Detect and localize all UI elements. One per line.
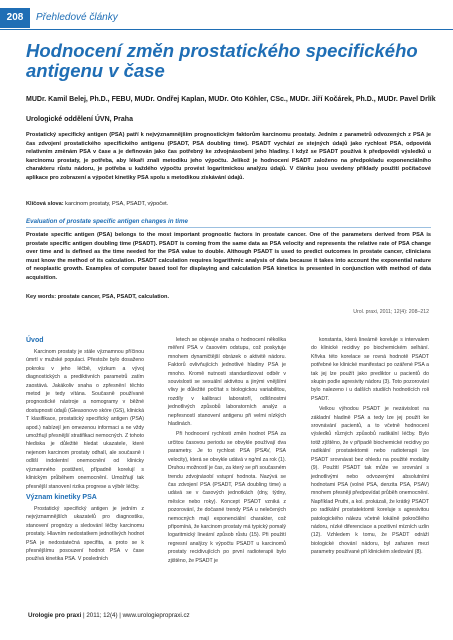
header-divider xyxy=(0,29,453,30)
body-paragraph: konstanta, která lineárně koreluje s intervalem do klinické recidivy po biochemickém selhání. Křivka této korelace se rovná hodnotě PSADT potřebné ke klinické manifestaci po ozářené PSA a tak jej lze použít jako prediktor u pacientů do skupin podle agresivity nádoru (3). Toto pozorování bylo nalezeno i u dalších studiích hodnotících roli PSADT. xyxy=(311,337,429,402)
body-paragraph: Při hodnocení rychlosti změn hodnot PSA za určitou časovou periodu se obvykle používají dva parametry. Je to rychlost PSA (PSAV, PSA velocity), která se obvykle udává v ng/ml za rok (1). Druhou možností je čas, za který se při současném trendu zdvojnásobí vstupní hodnota. Nazývá se čas zdvojení PSA (PSADT, PSA doubling time) a udává se v časových jednotkách (dny, týdny, měsíce nebo roky). Koncept PSADT vzniká z pozorování, že dočasné trendy PSA u nelečených nemocných mají exponenciální charakter, což připomíná, že karcinom prostaty má typický pomalý logaritmický lineární způsob růstu (15). Při použití regresní analýzy k výpočtu PSADT u karcinomů prostaty recidivujících po první radioterapii bylo zjištěno, že PSADT je xyxy=(168,431,286,564)
authors: MUDr. Kamil Belej, Ph.D., FEBU, MUDr. Ondřej Kaplan, MUDr. Oto Köhler, CSc., MUDr. Jiří Kočárek, Ph.D., MUDr. Pavel Drlík xyxy=(26,96,436,103)
abstract-english: Prostate specific antigen (PSA) belongs to the most important prognostic factors in prostate cancer. One of the parameters derived from PSA is prostate specific antigen doubling time (PSADT). PSADT is coming from the same data as PSA velocity and represents the relative rate of PSA change over time and is defined as the time needed for the PSA value to double. Although PSADT is used to predict outcomes in prostate cancer, clinicians must know the method of its calculation. PSADT calculation requires logarithmic analysis of data because it takes into account the exponential nature of neoplastic growth. Examples of computer based tool for displaying and calculation PSA kinetics is presented in conjunction with method of data acquisition. xyxy=(26,232,431,281)
page-header xyxy=(0,8,453,28)
article-title: Hodnocení změn prostatického specifického antigenu v čase xyxy=(26,40,418,81)
english-divider xyxy=(26,227,431,228)
kinetics-heading: Význam kinetiky PSA xyxy=(26,493,97,501)
department: Urologické oddělení ÚVN, Praha xyxy=(26,116,133,123)
citation: Urol. praxi, 2011; 12(4): 208–212 xyxy=(353,309,429,315)
kinetics-paragraph: Prostatický specifický antigen je jedním z nejvýznamnějších ukazatelů pro diagnostiku, stanovení prognózy a sledování léčby karcinomu prostaty. Hlavním nedostatkem jednotlivých hodnot PSA je nedostatečná specifita, a proto se k přesnějšímu posouzení hodnot PSA v čase používá kinetika PSA. V posledních xyxy=(26,505,144,563)
page-footer xyxy=(28,611,190,621)
body-paragraph: letech se objevuje snaha o hodnocení několika měření PSA v časovém odstupu, což poskytuje mnohem dynamičtější obrázek o aktivitě nádoru. Faktorů ovlivňujících jednotlivé hladiny PSA je mnoho. Kromě nutnosti standardizovat odběr v souvislosti se sexuální aktivitou a jinými vnějšími vlivy je důležité počítat s biologickou variabilitou, rozdíly v kalibraci laboratoří, odlišnostmi jednotlivých způsobů laboratorních analýz a nepřesností stanovení antigenu při velmi nízkých hladinách. xyxy=(168,337,286,428)
column-3 xyxy=(311,336,429,559)
page-number: 208 xyxy=(0,8,30,28)
journal-name: Urologie pro praxi xyxy=(28,612,82,619)
issue-info: | 2011; 12(4) | www.urologiepropraxi.cz xyxy=(83,612,190,619)
intro-heading: Úvod xyxy=(26,337,44,344)
intro-paragraph: Karcinom prostaty je stále významnou příčinou úmrtí v mužské populaci. Přestože bylo dosaženo pokroku v jeho léčbě, výzkum a vývoj diagnostických a prediktivních parametrů zatím zaostává. Jakákoliv snaha o zpřesnění těchto metod je tedy vítána. Současně používané prognostické nástroje a nomogramy v běžné dostupnosti údajů (Gleasonovo skóre (GS), klinická T klasifikace, prostatický specifický antigen (PSA) apod.) nabízejí jen omezenou informaci a ne vždy umožňují přesnější stratifikaci nemocných. Z tohoto hlediska je důležité hledat ukazatele, které nejenom karcinom prostaty odhalí, ale současně i odliší indolentní onemocnění od klinicky významného postižení, případně korelují s klinickým průběhem onemocnění. Umožňují tak přesnější stanovení rizika progrese a výběr léčby. xyxy=(26,349,144,490)
column-1 xyxy=(26,336,144,566)
section-name: Přehledové články xyxy=(36,12,118,23)
keywords-english: Key words: prostate cancer, PSA, PSADT, calculation. xyxy=(26,294,169,300)
keywords-label: Klíčová slova: xyxy=(26,201,64,207)
body-paragraph: Velkou výhodou PSADT je nezávislost na základní hladině PSA a tedy lze jej použít ke srovnávání pacientů, a to včetně hodnocení výsledků různých způsobů radikální léčby. Bylo totiž zjištěno, že v případě biochemické recidivy po radikální prostatektomii nebo radioterapii lze PSADT srovnávat bez ohledu na použité modality (9). Použití PSADT tak může ve srovnání s jednotlivými nebo odvozenými absolutními hodnotami PSA (volné PSA, denzita PSA, PSAV) mnohem přesněji předpovídat průběh onemocnění. Například Pruthi, a kol. prokázali, že krátký PSADT po radikální prostatektomii koreluje s agresivitou patologického nálezu včetně lokálně pokročilého nádoru, nízké diferenciace a pozitivní mízních uzlin (12). Vzhledem k tomu, že PSADT odráží biologické chování nádoru, byl zařazen mezi parametry používané při klinickém sledování (8). xyxy=(311,406,429,556)
keywords-czech xyxy=(26,200,431,209)
abstract-czech: Prostatický specifický antigen (PSA) patří k nejvýznamnějším prognostickým faktorům karcinomu prostaty. Jedním z parametrů odvozených z PSA je čas zdvojení prostatického specifického antigenu (PSADT, PSA doubling time). PSADT vychází ze stejných údajů jako rychlost PSA, odpovídá relativním změnám PSA v čase a je definován jako čas potřebný ke zdvojnásobení jeho hladiny. I když se PSADT používá k předpovědi výsledků u karcinomu prostaty, je potřeba, aby lékaři znali metodiku jeho výpočtu. Jelikož je hodnocení PSADT založeno na předpokladu exponenciálního charakteru růstu nádoru, je potřeba u každého výpočtu provést logaritmickou analýzu údajů. V článku jsou uvedeny příklady použití počítačové aplikace pro zobrazení a výpočet kinetiky PSA spolu s metodikou získávání údajů. xyxy=(26,132,431,181)
column-2 xyxy=(168,336,286,567)
keywords-text: karcinom prostaty, PSA, PSADT, výpočet. xyxy=(63,201,169,207)
english-title: Evaluation of prostate specific antigen changes in time xyxy=(26,218,188,225)
